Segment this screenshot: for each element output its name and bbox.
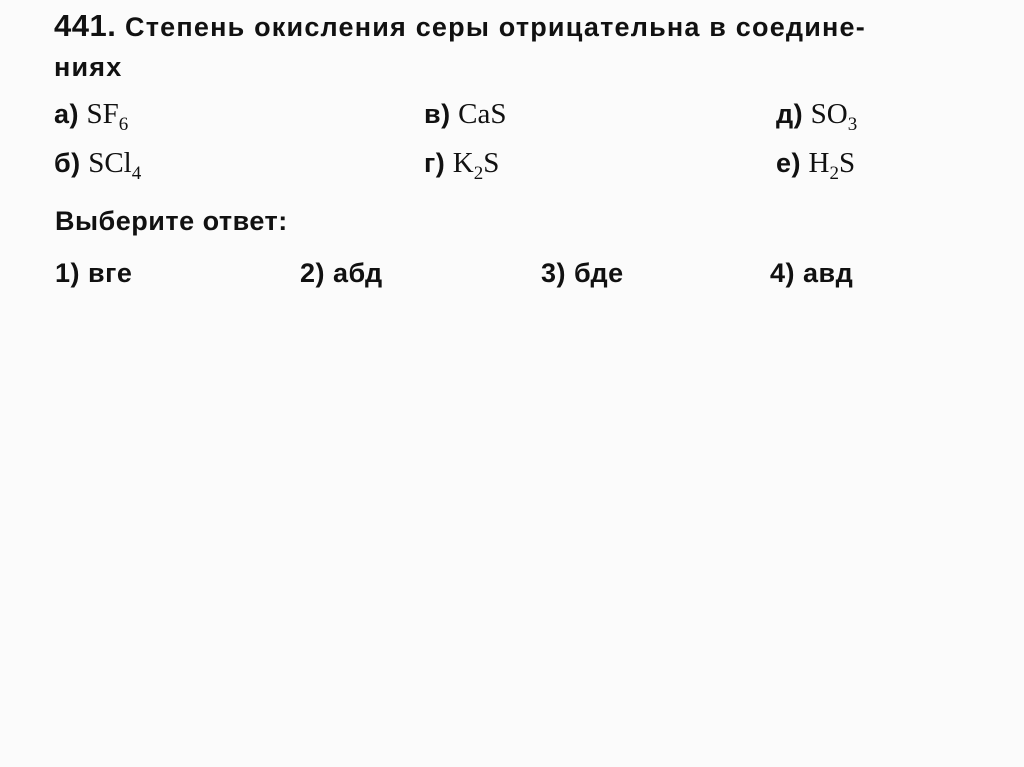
option-letter: б) — [54, 148, 81, 178]
option-b — [54, 146, 142, 184]
option-letter: д) — [776, 99, 804, 129]
option-v — [424, 97, 506, 131]
option-formula: $H_2S$ — [808, 147, 856, 184]
answer-choice-4[interactable]: 4) авд — [770, 258, 854, 288]
task-statement — [54, 6, 1014, 87]
option-letter: а) — [54, 99, 80, 129]
option-formula: CaS — [458, 98, 507, 130]
option-formula: SCl$_4$ — [88, 147, 142, 184]
option-formula: $SF_6$ — [86, 98, 129, 135]
option-a — [54, 97, 129, 135]
answer-choice-2[interactable]: 2) абд — [300, 258, 383, 288]
answer-prompt: Выберите ответ: — [55, 206, 288, 236]
option-d — [776, 97, 858, 135]
option-formula: $SO_3$ — [810, 98, 858, 135]
task-number: 441. — [54, 8, 117, 43]
option-formula: $K_2S$ — [452, 147, 500, 184]
answer-choice-1[interactable]: 1) вге — [55, 258, 133, 288]
option-e — [776, 146, 856, 184]
task-text-line2: ниях — [54, 52, 123, 82]
option-letter: е) — [776, 148, 802, 178]
option-g — [424, 146, 500, 184]
option-letter: в) — [424, 99, 451, 129]
answer-choice-3[interactable]: 3) бде — [541, 258, 624, 288]
option-letter: г) — [424, 148, 446, 178]
task-text-line1: Степень окисления серы отрицательна в соедине- — [125, 12, 866, 42]
